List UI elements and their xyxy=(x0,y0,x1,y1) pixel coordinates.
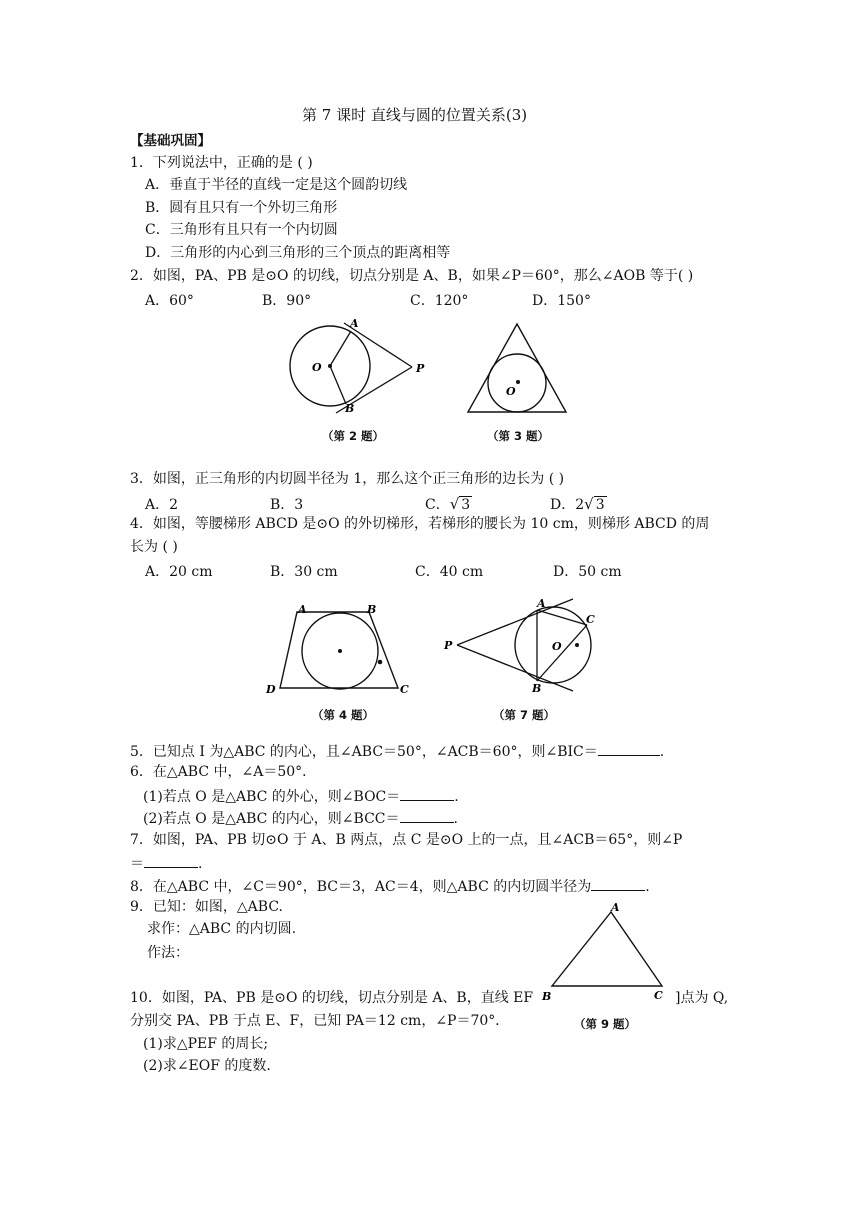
q1-stem: 1．下列说法中，正确的是 ( ) xyxy=(130,155,313,171)
figure-9 xyxy=(538,900,673,1005)
fig7-label-p: P xyxy=(444,639,453,652)
q9-line3: 作法： xyxy=(147,945,189,961)
q6-part1-answer-blank[interactable] xyxy=(400,786,454,801)
q8-line xyxy=(130,876,650,896)
q3-option-b: B．3 xyxy=(270,497,304,513)
fig4-caption: （第 4 题） xyxy=(312,708,375,722)
figure-3 xyxy=(462,318,572,418)
q4-option-b: B．30 cm xyxy=(270,564,338,580)
fig4-label-b: B xyxy=(367,603,377,616)
q2-option-d: D．150° xyxy=(532,293,591,309)
q4-option-d: D．50 cm xyxy=(553,564,622,580)
fig9-label-a: A xyxy=(611,901,620,914)
fig7-caption: （第 7 题） xyxy=(493,708,556,722)
q9-line1: 9．已知：如图，△ABC. xyxy=(130,899,283,915)
q6-part1-text: (1)若点 O 是△ABC 的外心，则∠BOC＝ xyxy=(143,789,401,805)
q7-line2 xyxy=(130,853,202,873)
fig2-caption: （第 2 题） xyxy=(322,429,385,443)
q10-line1-tail: ]点为 Q, xyxy=(675,990,729,1006)
q2-option-c: C．120° xyxy=(410,293,469,309)
fig9-label-c: C xyxy=(654,989,663,1002)
q1-option-a: A．垂直于半径的直线一定是这个圆韵切线 xyxy=(145,177,408,193)
q10-line1: 10．如图，PA、PB 是⊙O 的切线，切点分别是 A、B，直线 EF xyxy=(130,990,534,1006)
fig2-label-b: B xyxy=(345,402,355,415)
q5-tail: . xyxy=(659,744,665,760)
sqrt-icon: √ xyxy=(584,495,594,513)
fig2-label-a: A xyxy=(350,317,359,330)
q5-text: 5．已知点 I 为△ABC 的内心，且∠ABC＝50°，∠ACB＝60°，则∠BIC＝ xyxy=(130,744,598,760)
fig4-label-d: D xyxy=(266,683,276,696)
section-heading: 【基础巩固】 xyxy=(130,133,211,149)
q6-part1-tail: . xyxy=(454,789,459,805)
q3-option-c-radicand: 3 xyxy=(461,497,471,513)
q3-option-d-prefix: D．2 xyxy=(550,497,585,513)
q6-part2-tail: . xyxy=(453,811,458,827)
figure-2 xyxy=(280,315,430,420)
q5-line xyxy=(130,741,664,761)
q3-stem: 3．如图，正三角形的内切圆半径为 1，那么这个正三角形的边长为 ( ) xyxy=(130,471,565,487)
q2-stem: 2．如图，PA、PB 是⊙O 的切线，切点分别是 A、B，如果∠P＝60°，那么∠AOB 等于( ) xyxy=(130,268,694,284)
q3-option-d-radicand: 3 xyxy=(595,497,605,513)
fig2-label-p: P xyxy=(416,362,425,375)
q4-option-c: C．40 cm xyxy=(415,564,484,580)
q1-option-b: B．圆有且只有一个外切三角形 xyxy=(145,200,338,216)
q3-option-c-prefix: C． xyxy=(425,497,450,513)
sqrt-icon: √ xyxy=(449,495,460,513)
q2-option-b: B．90° xyxy=(262,293,312,309)
q6-part1 xyxy=(143,786,459,806)
q1-option-d: D．三角形的内心到三角形的三个顶点的距离相等 xyxy=(145,245,451,261)
q3-option-c xyxy=(425,494,472,514)
q8-text: 8．在△ABC 中，∠C＝90°，BC＝3，AC＝4，则△ABC 的内切圆半径为 xyxy=(130,879,592,895)
q7-line2-prefix: ＝ xyxy=(130,856,144,872)
q10-line2: 分别交 PA、PB 于点 E、F，已知 PA＝12 cm，∠P＝70°． xyxy=(130,1013,510,1029)
q4-option-a: A．20 cm xyxy=(145,564,213,580)
q10-part2: (2)求∠EOF 的度数. xyxy=(143,1058,271,1074)
fig7-label-c: C xyxy=(586,613,595,626)
q3-option-a: A．2 xyxy=(145,497,179,513)
figure-4 xyxy=(262,600,422,700)
fig3-label-o: O xyxy=(506,385,516,398)
fig9-label-b: B xyxy=(542,990,552,1003)
fig7-label-a: A xyxy=(537,597,546,610)
q5-answer-blank[interactable] xyxy=(598,741,660,756)
fig4-label-c: C xyxy=(400,683,409,696)
q3-option-d xyxy=(550,494,607,514)
fig9-caption: （第 9 题） xyxy=(574,1017,637,1031)
fig2-label-o: O xyxy=(312,361,322,374)
q10-part1: (1)求△PEF 的周长; xyxy=(143,1036,269,1052)
q7-answer-blank[interactable] xyxy=(144,853,198,868)
fig3-caption: （第 3 题） xyxy=(487,429,550,443)
q6-part2 xyxy=(143,808,458,828)
page-title: 第 7 课时 直线与圆的位置关系(3) xyxy=(302,106,528,124)
fig7-label-b: B xyxy=(532,682,542,695)
q4-stem-line2: 长为 ( ) xyxy=(130,539,178,555)
q8-tail: . xyxy=(645,879,650,895)
q8-answer-blank[interactable] xyxy=(591,876,645,891)
figure-7 xyxy=(440,595,610,700)
q6-part2-text: (2)若点 O 是△ABC 的内心，则∠BCC＝ xyxy=(143,811,400,827)
q7-line1: 7．如图，PA、PB 切⊙O 于 A、B 两点，点 C 是⊙O 上的一点，且∠ACB＝65°，则∠P xyxy=(130,832,683,848)
q7-tail: . xyxy=(198,856,203,872)
q2-option-a: A．60° xyxy=(145,293,194,309)
q1-option-c: C．三角形有且只有一个内切圆 xyxy=(145,222,338,238)
q4-stem-line1: 4．如图，等腰梯形 ABCD 是⊙O 的外切梯形，若梯形的腰长为 10 cm，则梯形 ABCD 的周 xyxy=(130,516,710,532)
q6-stem: 6．在△ABC 中，∠A＝50°． xyxy=(130,764,317,780)
q9-line2: 求作：△ABC 的内切圆. xyxy=(147,921,297,937)
fig4-label-a: A xyxy=(298,603,307,616)
q6-part2-answer-blank[interactable] xyxy=(400,808,454,823)
fig7-label-o: O xyxy=(552,640,562,653)
